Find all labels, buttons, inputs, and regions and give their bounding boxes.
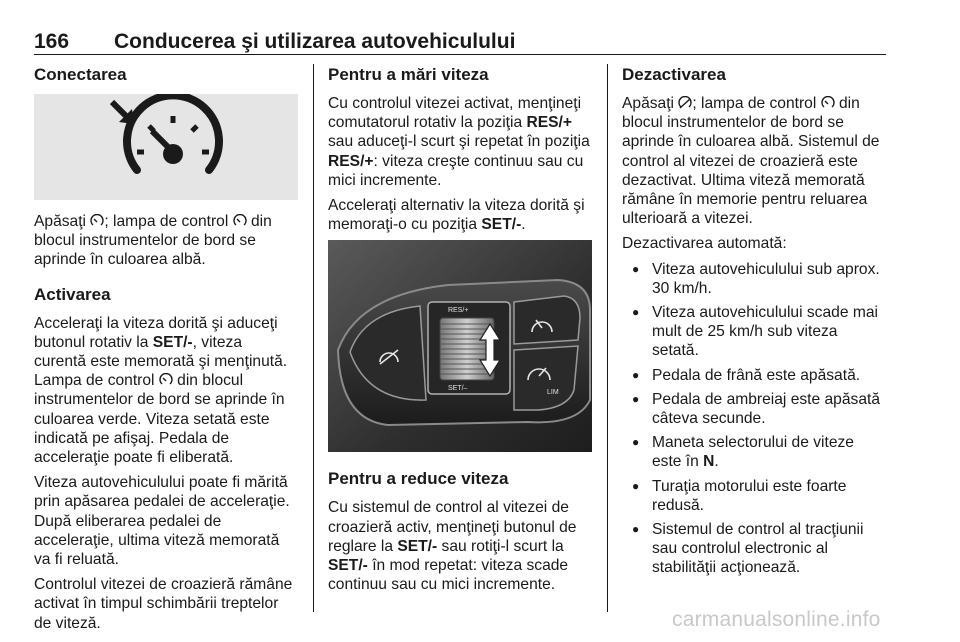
cruise-control-icon (34, 94, 298, 200)
watermark: carmanualsonline.info (672, 608, 881, 631)
cruise-control-lamp-icon (821, 96, 835, 110)
column-3 (622, 64, 886, 583)
heading-deactivate: Dezactivarea (622, 65, 726, 84)
page-number: 166 (34, 30, 70, 53)
column-1 (34, 64, 298, 639)
speed-increase-paragraph: Viteza autovehiculului poate fi mărită prin apăsarea pedalei de acceleraţie. După eliberarea pedalei de acceleraţie, ultima viteză memorată va fi reluată. (34, 474, 290, 569)
steering-wheel-controls-photo (328, 240, 592, 452)
connect-paragraph: Apăsaţi ; lampa de control din blocul instrumentelor de bord se aprinde în culoarea albă. (34, 213, 272, 269)
cruise-control-lamp-icon (159, 373, 173, 387)
heading-decrease-speed: Pentru a reduce viteza (328, 469, 509, 489)
res-label: RES/+ (448, 307, 469, 315)
list-item: ● Turaţia motorului este foarte redusă. (622, 477, 886, 515)
auto-deactivate-label: Dezactivarea automată: (622, 235, 787, 253)
cruise-control-icon (90, 214, 104, 228)
activate-paragraph: Acceleraţi la viteza dorită şi aduceţi butonul rotativ la SET/-, viteza curentă este memorată şi menţinută. Lampa de control din blocul instrumentelor de bord se aprinde în culoarea verde. Viteza setată este indicată pe afişaj. Pedala de acceleraţie poate fi eliberată. (34, 314, 288, 467)
page-header (34, 30, 886, 54)
cruise-control-lamp-icon (233, 214, 247, 228)
list-item: ● Sistemul de control al tracţiunii sau controlul electronic al stabilităţii acţionează. (622, 520, 886, 578)
cruise-control-illustration (34, 94, 298, 200)
list-item: ● Maneta selectorului de viteze este în N. (622, 433, 886, 471)
list-item: ● Viteza autovehiculului sub aprox. 30 km/h. (622, 260, 886, 298)
list-item: ● Viteza autovehiculului scade mai mult de 25 km/h sub viteza setată. (622, 303, 886, 361)
decrease-paragraph: Cu sistemul de control al vitezei de croazieră activ, menţineţi butonul de reglare la SET/- sau rotiţi-l scurt la SET/- în mod repetat: viteza scade continuu sau cu mici incremente. (328, 499, 577, 594)
auto-deactivation-list (622, 260, 886, 578)
list-item: ● Pedala de frână este apăsată. (622, 366, 886, 385)
heading-activate: Activarea (34, 284, 111, 304)
lim-label: LIM (547, 389, 559, 397)
chapter-title: Conducerea şi utilizarea autovehiculului (114, 30, 516, 53)
header-rule (34, 54, 886, 55)
set-label: SET/– (448, 385, 468, 393)
column-divider-2 (607, 64, 608, 612)
list-item: ● Pedala de ambreiaj este apăsată câteva secunde. (622, 390, 886, 428)
heading-connect: Conectarea (34, 65, 127, 84)
column-divider-1 (313, 64, 314, 612)
gear-change-paragraph: Controlul vitezei de croazieră rămâne activat în timpul schimbării treptelor de viteză. (34, 576, 293, 632)
column-2 (328, 64, 592, 600)
increase-paragraph: Cu controlul vitezei activat, menţineţi comutatorul rotativ la poziţia RES/+ sau aduceţi-l scurt şi repetat în poziţia RES/+: viteza creşte continuu sau cu mici incremente. (328, 95, 590, 189)
heading-increase-speed: Pentru a mări viteza (328, 65, 489, 84)
steering-wheel-controls-graphic (328, 240, 592, 452)
cancel-icon (678, 96, 692, 110)
accelerate-paragraph: Acceleraţi alternativ la viteza dorită şi memoraţi-o cu poziţia SET/-. (328, 197, 585, 234)
deactivate-paragraph: Apăsaţi ; lampa de control din blocul instrumentelor de bord se aprinde în culoarea albă. Sistemul de control al vitezei de croazieră este dezactivat. Ultima viteză memorată rămâne în memorie pentru reluarea ulterioară a vitezei. (622, 95, 880, 228)
